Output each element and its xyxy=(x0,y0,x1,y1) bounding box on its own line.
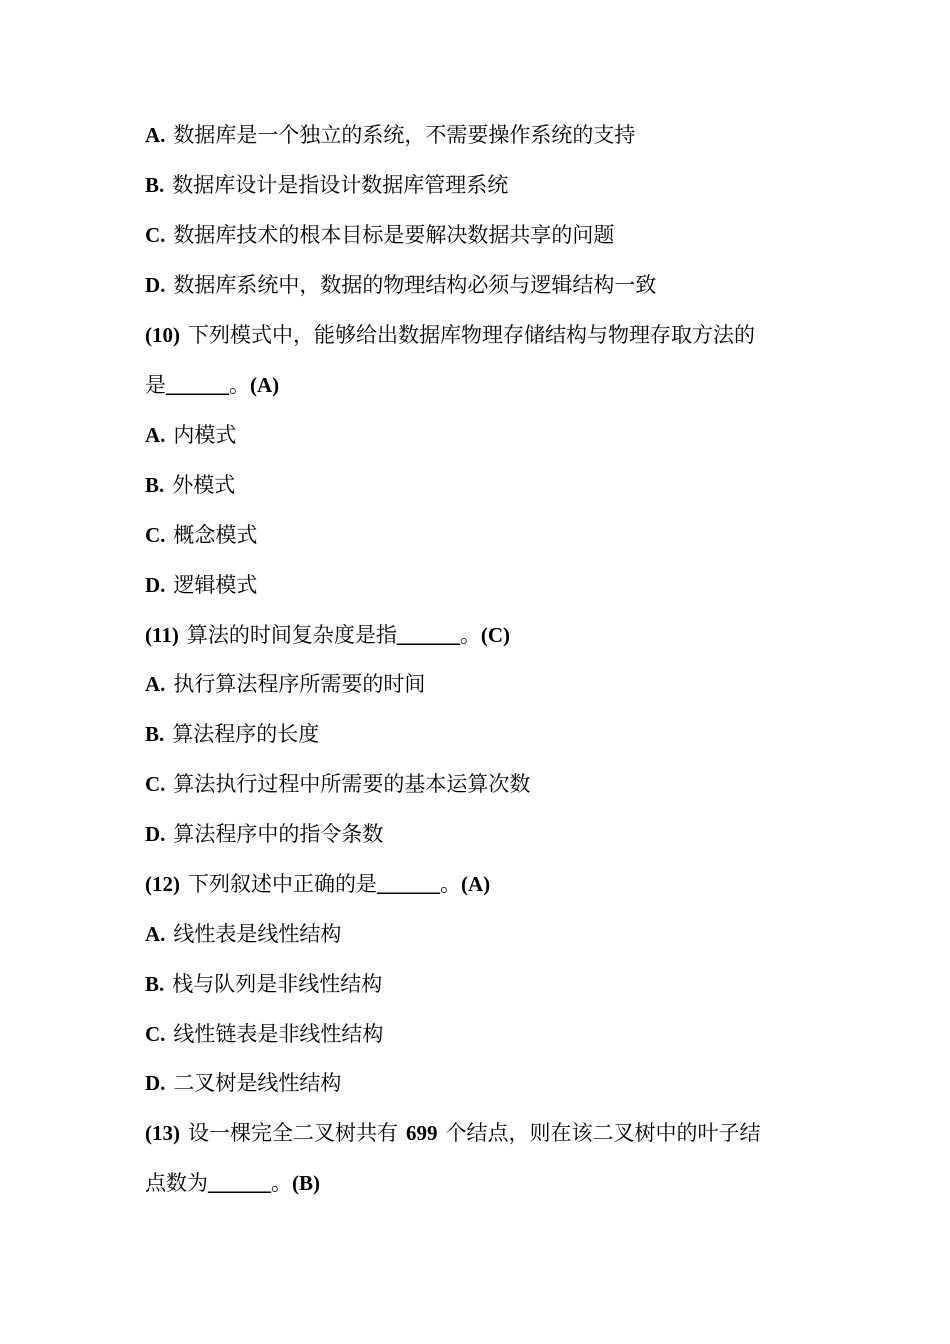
answer-key: (B) xyxy=(292,1171,320,1195)
question-text: 设一棵完全二叉树共有 xyxy=(188,1121,398,1145)
q9-option-a xyxy=(145,121,825,149)
option-label: D. xyxy=(145,1071,166,1095)
option-text: 算法执行过程中所需要的基本运算次数 xyxy=(173,772,531,796)
node-count: 699 xyxy=(406,1121,438,1145)
q10-option-b xyxy=(145,471,825,499)
option-label: D. xyxy=(145,822,166,846)
option-text: 外模式 xyxy=(172,473,236,497)
answer-key: (A) xyxy=(250,373,280,397)
option-label: D. xyxy=(145,573,166,597)
option-label: A. xyxy=(145,423,166,447)
option-text: 数据库设计是指设计数据库管理系统 xyxy=(172,173,509,197)
answer-key: (A) xyxy=(461,872,491,896)
q11-option-d xyxy=(145,820,825,848)
question-text: 算法的时间复杂度是指 xyxy=(186,623,397,647)
option-label: C. xyxy=(145,523,166,547)
option-label: C. xyxy=(145,223,166,247)
answer-blank: ______ xyxy=(377,872,440,896)
q10-option-d xyxy=(145,571,825,599)
punctuation: 。 xyxy=(271,1171,292,1195)
option-text: 线性链表是非线性结构 xyxy=(173,1022,384,1046)
punctuation: 。 xyxy=(459,623,481,647)
punctuation: 。 xyxy=(440,872,461,896)
option-label: C. xyxy=(145,1022,166,1046)
question-number: (13) xyxy=(145,1121,180,1145)
q12-option-b xyxy=(145,970,825,998)
q9-option-c xyxy=(145,221,825,249)
option-text: 执行算法程序所需要的时间 xyxy=(173,672,426,696)
q10-stem-line1 xyxy=(145,321,825,349)
q9-option-b xyxy=(145,171,825,199)
q12-option-c xyxy=(145,1020,825,1048)
question-text: 个结点，则在该二叉树中的叶子结 xyxy=(445,1121,761,1145)
option-text: 线性表是线性结构 xyxy=(173,922,342,946)
q10-stem-line2 xyxy=(145,371,825,399)
option-text: 数据库是一个独立的系统，不需要操作系统的支持 xyxy=(173,123,636,147)
option-text: 数据库技术的根本目标是要解决数据共享的问题 xyxy=(173,223,615,247)
option-label: A. xyxy=(145,922,166,946)
option-text: 内模式 xyxy=(173,423,237,447)
q11-stem xyxy=(145,621,825,649)
question-number: (12) xyxy=(145,872,180,896)
option-text: 算法程序中的指令条数 xyxy=(173,822,384,846)
option-label: B. xyxy=(145,972,165,996)
answer-blank: ______ xyxy=(208,1171,271,1195)
q9-option-d xyxy=(145,271,825,299)
q13-stem-line2 xyxy=(145,1169,825,1197)
q12-option-d xyxy=(145,1069,825,1097)
option-label: C. xyxy=(145,772,166,796)
option-label: B. xyxy=(145,473,165,497)
answer-blank: ______ xyxy=(166,373,229,397)
question-text: 点数为 xyxy=(145,1171,208,1195)
option-text: 算法程序的长度 xyxy=(172,722,320,746)
option-label: A. xyxy=(145,672,166,696)
q12-stem xyxy=(145,870,825,898)
option-text: 概念模式 xyxy=(173,523,258,547)
option-label: B. xyxy=(145,173,165,197)
option-label: D. xyxy=(145,273,166,297)
option-text: 栈与队列是非线性结构 xyxy=(172,972,383,996)
option-text: 数据库系统中，数据的物理结构必须与逻辑结构一致 xyxy=(173,273,657,297)
q12-option-a xyxy=(145,920,825,948)
option-text: 逻辑模式 xyxy=(173,573,258,597)
question-text: 是 xyxy=(145,373,166,397)
option-label: B. xyxy=(145,722,165,746)
answer-blank: ______ xyxy=(396,623,460,647)
question-number: (10) xyxy=(145,323,180,347)
option-label: A. xyxy=(145,123,166,147)
q10-option-a xyxy=(145,421,825,449)
q11-option-b xyxy=(145,720,825,748)
question-number: (11) xyxy=(145,623,179,647)
q10-option-c xyxy=(145,521,825,549)
answer-key: (C) xyxy=(480,623,510,647)
q11-option-c xyxy=(145,770,825,798)
question-text: 下列模式中，能够给出数据库物理存储结构与物理存取方法的 xyxy=(188,323,755,347)
punctuation: 。 xyxy=(229,373,250,397)
question-text: 下列叙述中正确的是 xyxy=(188,872,377,896)
q11-option-a xyxy=(145,670,825,698)
q13-stem-line1 xyxy=(145,1119,825,1147)
option-text: 二叉树是线性结构 xyxy=(173,1071,342,1095)
